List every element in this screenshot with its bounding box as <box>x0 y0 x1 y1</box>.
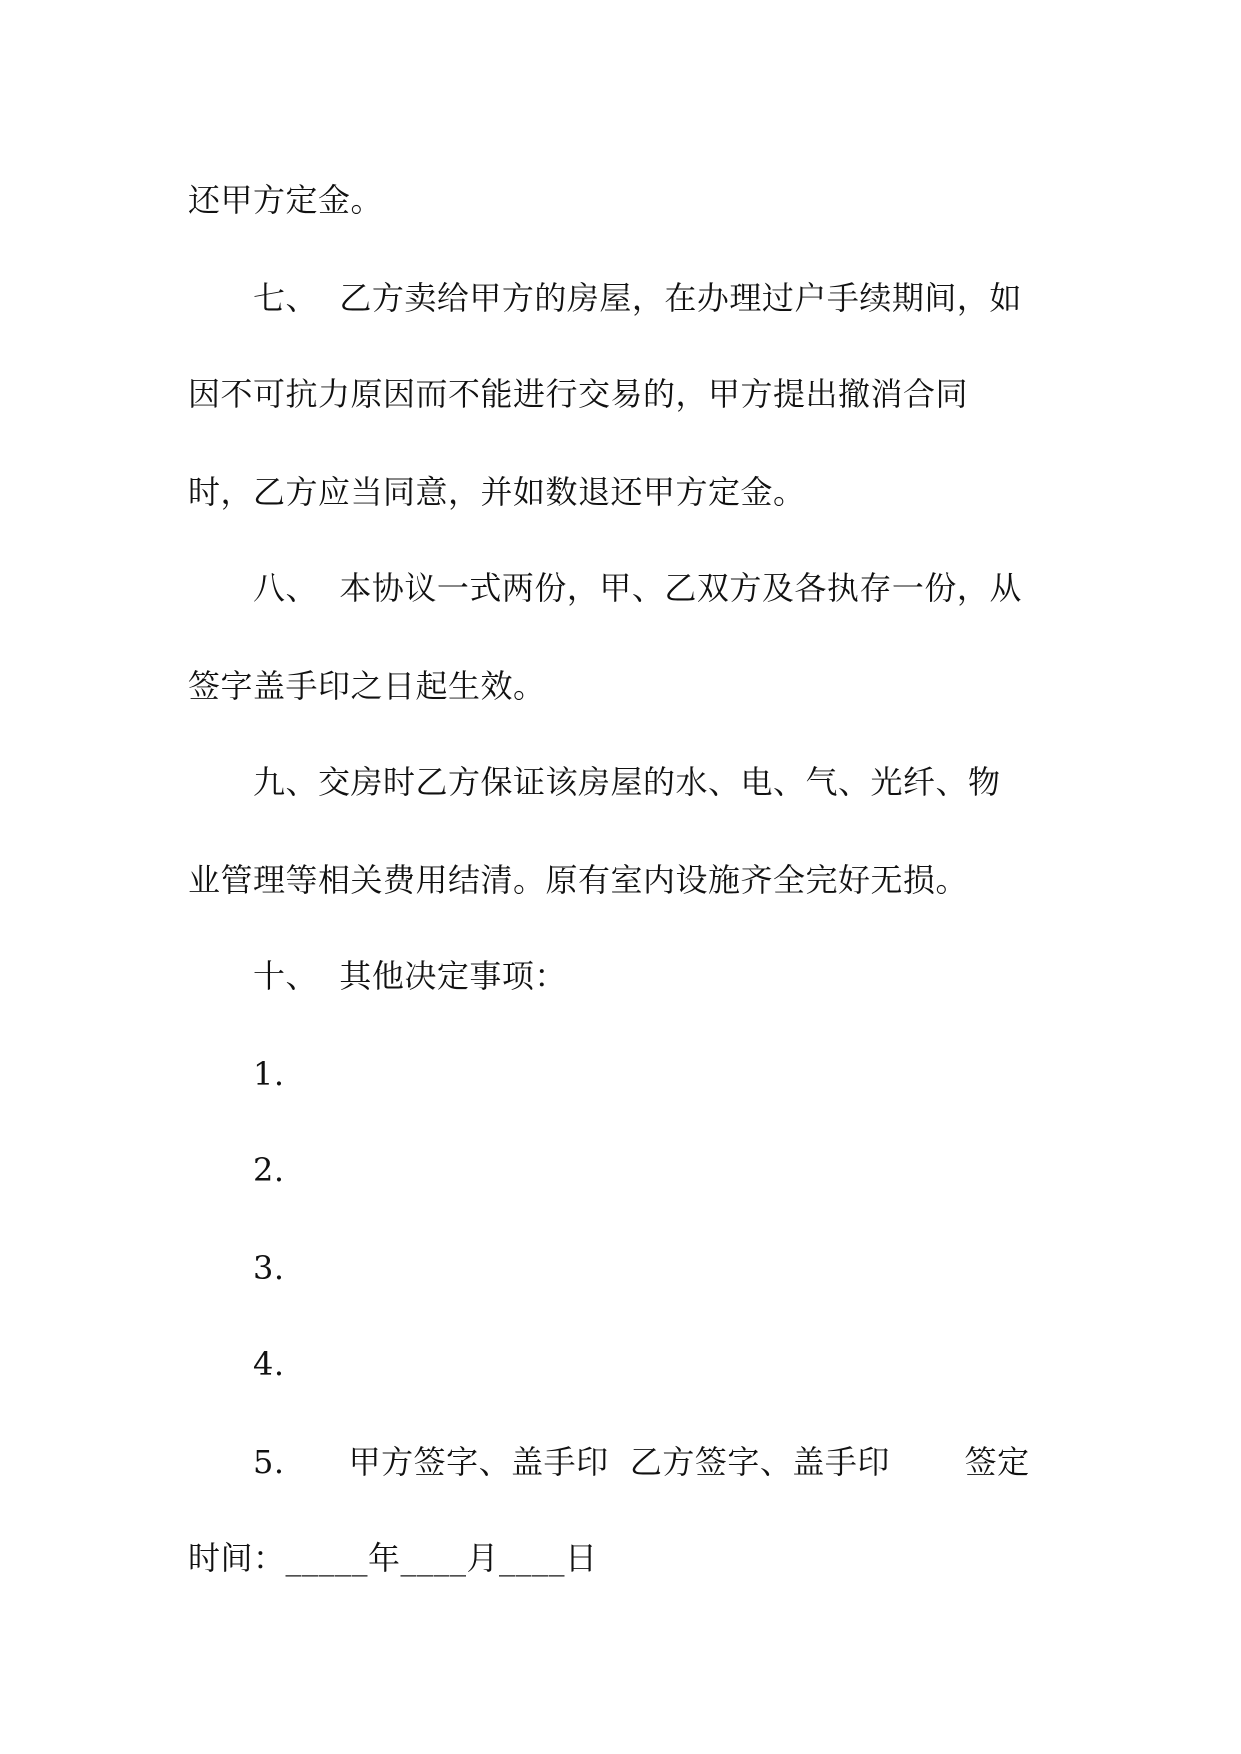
text-line: 业管理等相关费用结清。原有室内设施齐全完好无损。 <box>188 861 969 899</box>
clause-eight: 八、 本协议一式两份，甲、乙双方及各执存一份，从 <box>253 569 1022 607</box>
list-item: 2. <box>253 1151 285 1189</box>
clause-seven: 七、 乙方卖给甲方的房屋，在办理过户手续期间，如 <box>253 279 1022 317</box>
list-item: 4. <box>253 1345 285 1383</box>
clause-ten: 十、 其他决定事项： <box>253 957 567 995</box>
text-line: 还甲方定金。 <box>188 181 384 219</box>
list-item: 3. <box>253 1249 285 1287</box>
text-line: 因不可抗力原因而不能进行交易的，甲方提出撤消合同 <box>188 375 969 413</box>
clause-nine: 九、交房时乙方保证该房屋的水、电、气、光纤、物 <box>253 763 1001 801</box>
text-line: 时，乙方应当同意，并如数退还甲方定金。 <box>188 473 806 511</box>
list-item: 1. <box>253 1055 285 1093</box>
signing-date-line: 时间：_____年____月____日 <box>188 1539 598 1577</box>
signature-line: 5. 甲方签字、盖手印 乙方签字、盖手印 签定 <box>253 1443 1030 1481</box>
text-line: 签字盖手印之日起生效。 <box>188 667 546 705</box>
